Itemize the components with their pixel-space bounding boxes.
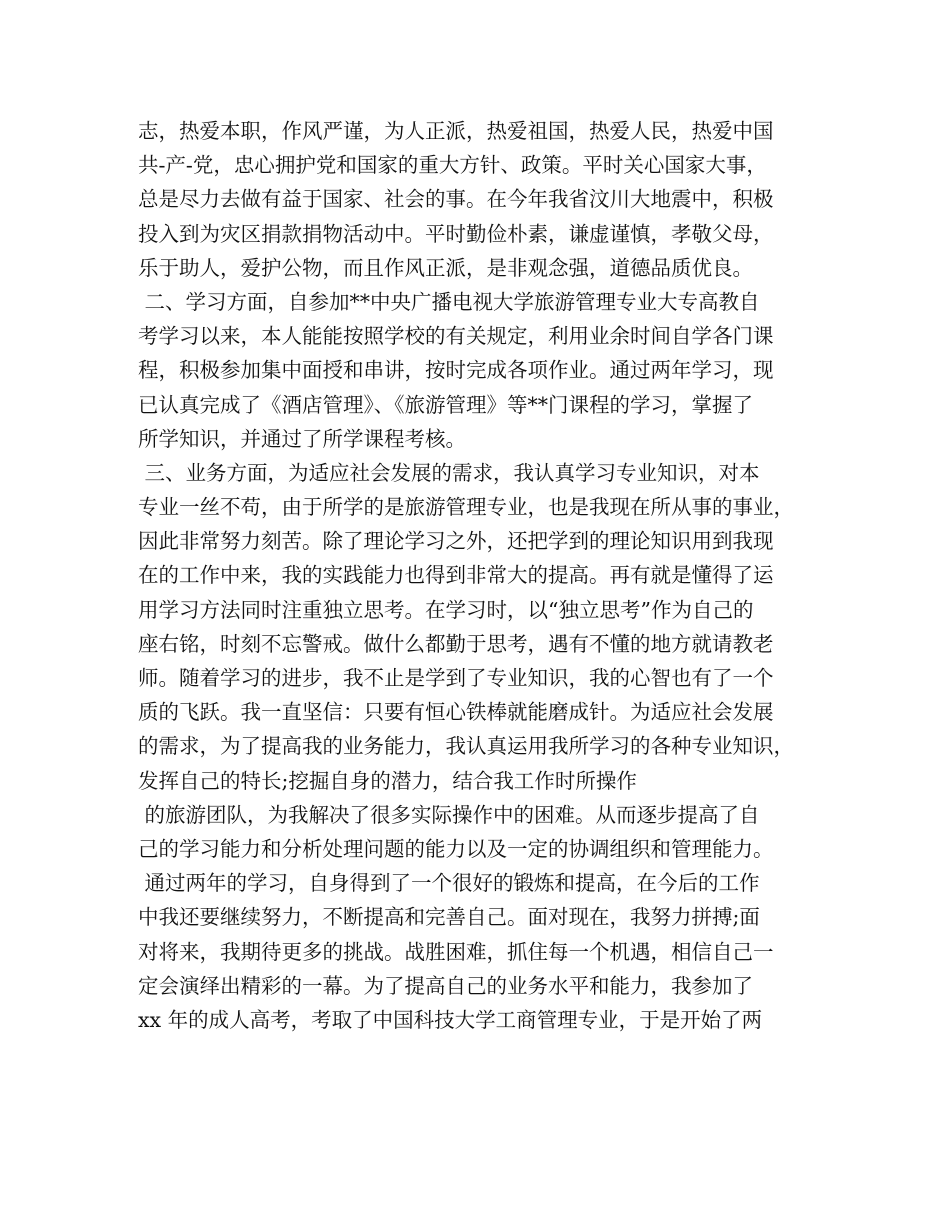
text-line: 通过两年的学习，自身得到了一个很好的锻炼和提高，在今后的工作 (138, 871, 760, 896)
text-line: 对将来，我期待更多的挑战。战胜困难，抓住每一个机遇，相信自己一 (138, 939, 774, 964)
text-line: 因此非常努力刻苦。除了理论学习之外，还把学到的理论知识用到我现 (138, 529, 774, 554)
text-line: 二、学习方面，自参加**中央广播电视大学旅游管理专业大专高教自 (138, 289, 760, 314)
text-line: 的旅游团队，为我解决了很多实际操作中的困难。从而逐步提高了自 (138, 802, 760, 827)
text-line: 乐于助人，爱护公物，而且作风正派，是非观念强，道德品质优良。 (138, 255, 753, 280)
text-line: 三、业务方面，为适应社会发展的需求，我认真学习专业知识，对本 (138, 460, 760, 485)
text-line: 质的飞跃。我一直坚信：只要有恒心铁棒就能磨成针。为适应社会发展 (138, 700, 774, 725)
text-line: 程，积极参加集中面授和串讲，按时完成各项作业。通过两年学习，现 (138, 358, 774, 383)
text-line: 定会演绎出精彩的一幕。为了提高自己的业务水平和能力，我参加了 (138, 973, 753, 998)
text-line: 的需求，为了提高我的业务能力，我认真运用我所学习的各种专业知识， (138, 734, 794, 759)
text-line: 总是尽力去做有益于国家、社会的事。在今年我省汶川大地震中，积极 (138, 187, 774, 212)
text-line: 中我还要继续努力，不断提高和完善自己。面对现在，我努力拼搏;面 (138, 905, 760, 930)
text-line: 发挥自己的特长;挖掘自身的潜力，结合我工作时所操作 (138, 768, 637, 793)
text-line: xx 年的成人高考，考取了中国科技大学工商管理专业，于是开始了两 (138, 1007, 763, 1032)
text-line: 已认真完成了《酒店管理》、《旅游管理》等**门课程的学习，掌握了 (138, 392, 753, 417)
text-line: 共-产-党，忠心拥护党和国家的重大方针、政策。平时关心国家大事， (138, 153, 767, 178)
text-line: 志，热爱本职，作风严谨，为人正派，热爱祖国，热爱人民，热爱中国 (138, 119, 774, 143)
text-line: 考学习以来，本人能能按照学校的有关规定，利用业余时间自学各门课 (138, 324, 774, 349)
text-line: 专业一丝不苟，由于所学的是旅游管理专业，也是我现在所从事的事业， (138, 495, 794, 520)
document-body (138, 114, 828, 1037)
text-line: 用学习方法同时注重独立思考。在学习时，以“独立思考”作为自己的 (138, 597, 754, 622)
text-line: 投入到为灾区捐款捐物活动中。平时勤俭朴素，谦虚谨慎，孝敬父母， (138, 221, 774, 246)
text-line: 在的工作中来，我的实践能力也得到非常大的提高。再有就是懂得了运 (138, 563, 774, 588)
text-line: 师。随着学习的进步，我不止是学到了专业知识，我的心智也有了一个 (138, 666, 774, 690)
text-line: 所学知识，并通过了所学课程考核。 (138, 426, 466, 451)
text-line: 座右铭，时刻不忘警戒。做什么都勤于思考，遇有不懂的地方就请教老 (138, 631, 774, 656)
text-line: 己的学习能力和分析处理问题的能力以及一定的协调组织和管理能力。 (138, 836, 774, 861)
